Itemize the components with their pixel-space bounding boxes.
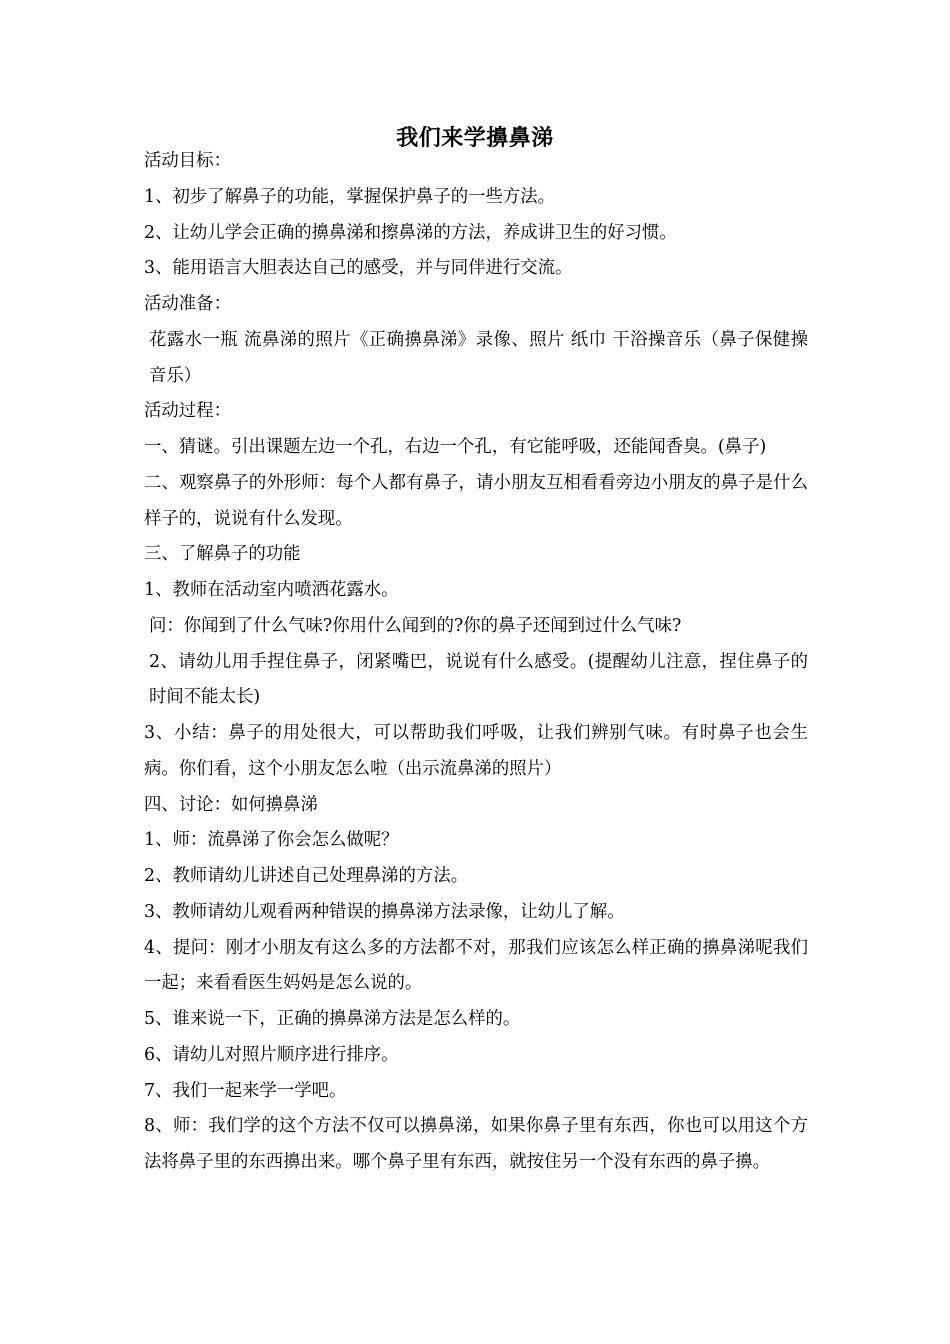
process-step: 三、了解鼻子的功能 — [144, 544, 301, 565]
process-step: 四、讨论：如何擤鼻涕 — [144, 794, 318, 815]
process-substep: 2、教师请幼儿讲述自己处理鼻涕的方法。 — [144, 866, 469, 886]
process-substep: 1、师：流鼻涕了你会怎么做呢？ — [144, 830, 399, 851]
goal-item: 2、让幼儿学会正确的擤鼻涕和擦鼻涕的方法，养成讲卫生的好习惯。 — [144, 222, 677, 243]
process-substep: 2、请幼儿用手捏住鼻子，闭紧嘴巴，说说有什么感受。(提醒幼儿注意，捏住鼻子的时间不能太长) — [149, 651, 808, 708]
process-step: 一、猜谜。引出课题左边一个孔，右边一个孔，有它能呼吸，还能闻香臭。(鼻子) — [144, 437, 767, 457]
process-substep: 3、小结：鼻子的用处很大，可以帮助我们呼吸，让我们辨别气味。有时鼻子也会生病。你们看，这个小朋友怎么啦（出示流鼻涕的照片） — [144, 723, 808, 779]
process-substep: 问：你闻到了什么气味?你用什么闻到的?你的鼻子还闻到过什么气味? — [149, 615, 682, 636]
goal-item: 1、初步了解鼻子的功能，掌握保护鼻子的一些方法。 — [144, 186, 556, 207]
process-substep: 4、提问：刚才小朋友有这么多的方法都不对，那我们应该怎么样正确的擤鼻涕呢我们一起；来看看医生妈妈是怎么说的。 — [144, 937, 808, 994]
process-substep: 7、我们一起来学一学吧。 — [144, 1080, 347, 1101]
process-substep: 6、请幼儿对照片顺序进行排序。 — [144, 1044, 399, 1065]
section-heading-goals: 活动目标： — [144, 151, 231, 171]
process-substep: 3、教师请幼儿观看两种错误的擤鼻涕方法录像，让幼儿了解。 — [144, 901, 625, 922]
section-heading-preparation: 活动准备： — [144, 294, 231, 314]
process-substep: 5、谁来说一下，正确的擤鼻涕方法是怎么样的。 — [144, 1009, 521, 1029]
preparation-text: 花露水一瓶 流鼻涕的照片《正确擤鼻涕》录像、照片 纸巾 干浴操音乐（鼻子保健操音乐） — [149, 329, 808, 386]
process-substep: 1、教师在活动室内喷洒花露水。 — [144, 580, 399, 600]
document-title: 我们来学擤鼻涕 — [396, 125, 554, 151]
document-body — [144, 144, 808, 1181]
goal-item: 3、能用语言大胆表达自己的感受，并与同伴进行交流。 — [144, 258, 573, 279]
section-heading-process: 活动过程： — [144, 401, 231, 422]
process-substep: 8、师：我们学的这个方法不仅可以擤鼻涕，如果你鼻子里有东西，你也可以用这个方法将鼻子里的东西擤出来。哪个鼻子里有东西，就按住另一个没有东西的鼻子擤。 — [144, 1116, 808, 1172]
process-step: 二、观察鼻子的外形师：每个人都有鼻子，请小朋友互相看看旁边小朋友的鼻子是什么样子的，说说有什么发现。 — [144, 472, 808, 529]
